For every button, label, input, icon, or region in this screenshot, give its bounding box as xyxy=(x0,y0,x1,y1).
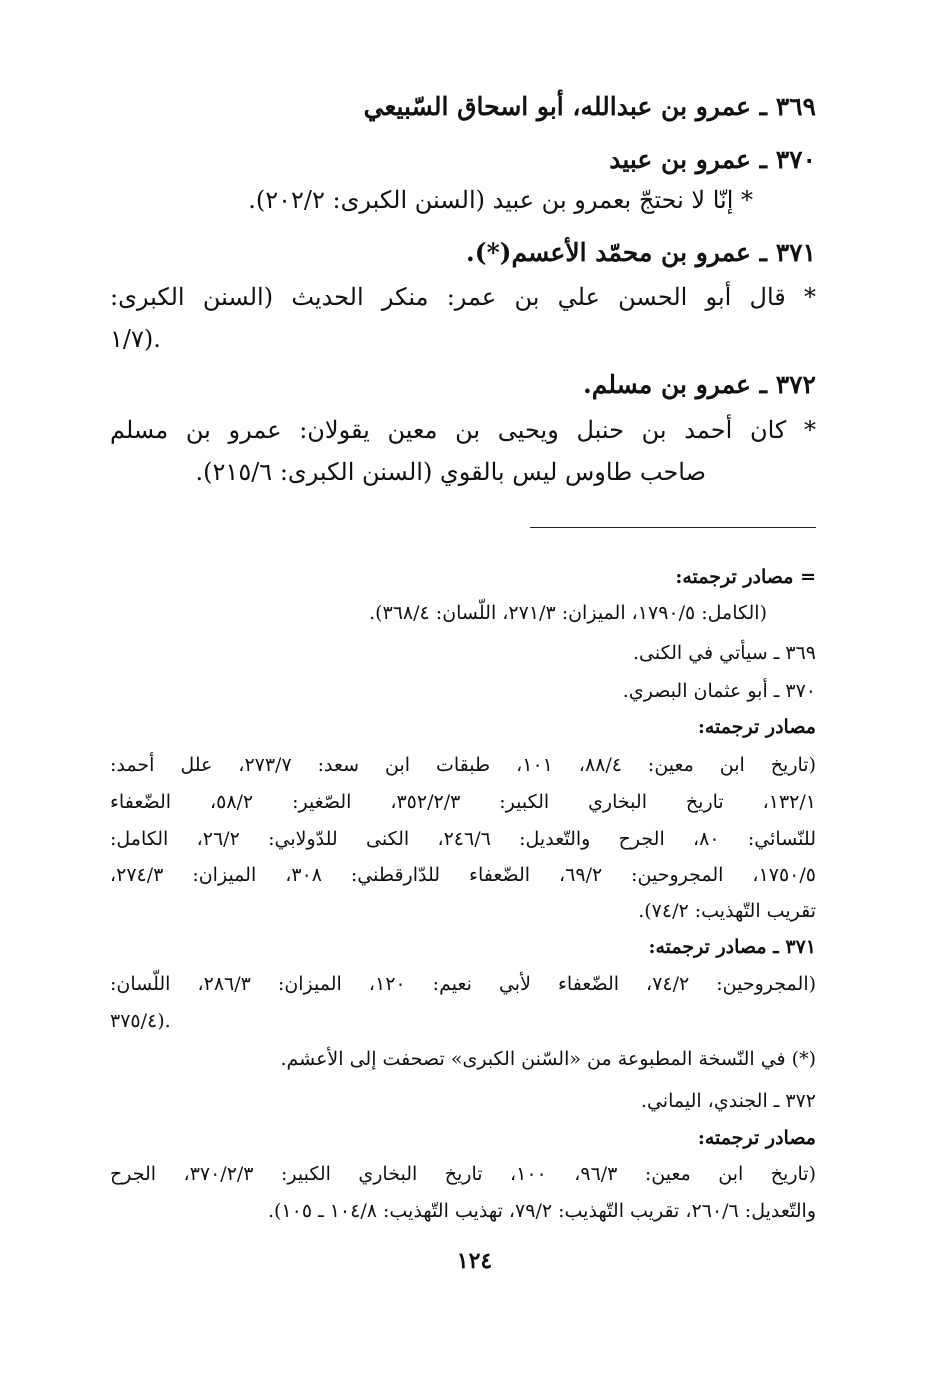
footnote-asterisk-note: (*) في النّسخة المطبوعة من «السّنن الكبرى» تصحفت إلى الأعشم. xyxy=(280,1048,816,1070)
footnote-370-sources-line3: للنّسائي: ٨٠، الجرح والتّعديل: ٢٤٦/٦، الكنى للدّولابي: ٢٦/٢، الكامل: xyxy=(110,828,816,850)
footnote-370-sources-line5: تقريب التّهذيب: ٧٤/٢). xyxy=(638,900,816,922)
footnote-sources-list: (الكامل: ١٧٩٠/٥، الميزان: ٢٧١/٣، اللّسان: ٣٦٨/٤). xyxy=(369,602,767,624)
footnote-372-sources-line1: (تاريخ ابن معين: ٩٦/٣، ١٠٠، تاريخ البخاري الكبير: ٣٧٠/٢/٣، الجرح xyxy=(110,1163,816,1185)
footnote-sources-heading: = مصادر ترجمته: xyxy=(675,566,816,588)
footnote-370-sources-line4: ١٧٥٠/٥، المجروحين: ٦٩/٢، الضّعفاء للدّارقطني: ٣٠٨، الميزان: ٢٧٤/٣، xyxy=(110,864,816,886)
entry-370-text: * إنّا لا نحتجّ بعمرو بن عبيد (السنن الكبرى: ٢٠٢/٢). xyxy=(248,186,753,214)
footnote-370-sources-heading: مصادر ترجمته: xyxy=(697,716,816,738)
entry-372-text-line2: صاحب طاوس ليس بالقوي (السنن الكبرى: ٢١٥/٦). xyxy=(195,458,706,486)
footnote-370-sources-line2: ١٣٢/١، تاريخ البخاري الكبير: ٣٥٢/٢/٣، الصّغير: ٥٨/٢، الضّعفاء xyxy=(110,791,816,813)
entry-370-title: ٣٧٠ ـ عمرو بن عبيد xyxy=(609,145,816,174)
footnote-370-sources-line1: (تاريخ ابن معين: ٨٨/٤، ١٠١، طبقات ابن سعد: ٢٧٣/٧، علل أحمد: xyxy=(110,754,816,776)
entry-371-text-line1: * قال أبو الحسن علي بن عمر: منكر الحديث (السنن الكبرى: xyxy=(110,283,816,311)
footnote-370: ٣٧٠ ـ أبو عثمان البصري. xyxy=(622,680,816,702)
entry-371-text-line2: ١/٧). xyxy=(110,325,161,353)
footnote-371-sources-line1: (المجروحين: ٧٤/٢، الضّعفاء لأبي نعيم: ١٢٠، الميزان: ٢٨٦/٣، اللّسان: xyxy=(110,973,817,995)
footnote-371: ٣٧١ ـ مصادر ترجمته: xyxy=(648,936,816,958)
footnote-separator xyxy=(530,527,816,528)
page-number: ١٢٤ xyxy=(456,1248,493,1274)
entry-372-title: ٣٧٢ ـ عمرو بن مسلم. xyxy=(583,370,816,399)
footnote-371-sources-line2: ٣٧٥/٤). xyxy=(110,1010,171,1032)
footnote-369: ٣٦٩ ـ سيأتي في الكنى. xyxy=(632,642,816,664)
footnote-372: ٣٧٢ ـ الجندي، اليماني. xyxy=(640,1090,816,1112)
entry-371-title: ٣٧١ ـ عمرو بن محمّد الأعسم(*). xyxy=(466,238,816,267)
footnote-372-sources-heading: مصادر ترجمته: xyxy=(697,1127,816,1149)
entry-369-title: ٣٦٩ ـ عمرو بن عبدالله، أبو اسحاق السّبيعي xyxy=(363,92,816,121)
entry-372-text-line1: * كان أحمد بن حنبل ويحيى بن معين يقولان: عمرو بن مسلم xyxy=(110,416,816,444)
footnote-372-sources-line2: والتّعديل: ٢٦٠/٦، تقريب التّهذيب: ٧٩/٢، تهذيب التّهذيب: ١٠٤/٨ ـ ١٠٥). xyxy=(267,1200,816,1222)
